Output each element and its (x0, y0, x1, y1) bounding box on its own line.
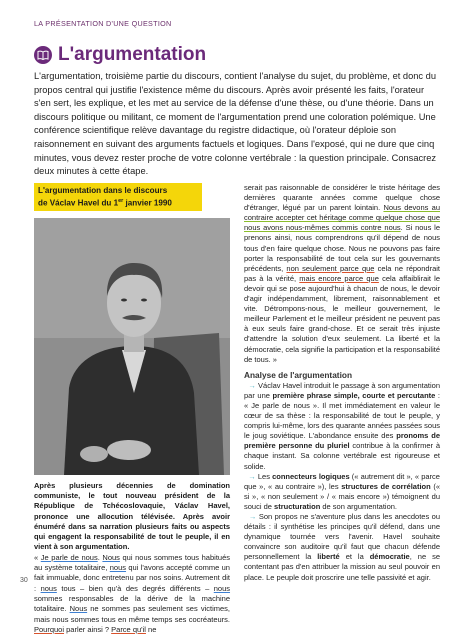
analysis-text: Les (257, 471, 273, 481)
speech-segment: qui l'avons accepté comme un fait immuable, donc entretenu par nos soins. Autrement dit : (34, 563, 230, 593)
analysis-point-1 (244, 381, 440, 472)
speech-underlined: Parce qu'il (111, 624, 146, 634)
analysis-bold: connecteurs logiques (272, 471, 350, 481)
analysis-point-2 (244, 472, 440, 512)
analysis-text: , ne se contentant pas d'en attribuer la mission au seul pouvoir en place. Le peuple doit proscrire une telle passivité et agir. (244, 552, 440, 582)
right-column (244, 183, 440, 583)
analysis-bold: liberté (317, 552, 340, 562)
book-icon (34, 46, 52, 64)
arrow-right-icon: → (248, 471, 256, 481)
speech-underlined: Pourquoi (34, 624, 65, 634)
title-row (34, 44, 206, 66)
speech-segment: parler ainsi ? (64, 624, 112, 634)
speech-segment: sommes responsables de la dérive de la machine totalitaire. (34, 593, 230, 614)
caption-line2b: janvier 1990 (123, 198, 172, 208)
analysis-text: et la (339, 552, 370, 562)
speech-segment: serait pas raisonnable de considérer le triste héritage des dernières quarante années comme quelque chose d'étranger, légué par un parent lointain. (244, 183, 440, 213)
arrow-right-icon: → (248, 512, 257, 521)
speech-underlined: Nous (102, 552, 120, 562)
speech-excerpt-continued (244, 183, 440, 365)
page-title: L'argumentation (58, 44, 207, 65)
speech-segment: cela affaiblirait le devoir qui se pose aujourd'hui à chacun de nous, le devoir d'agir indépendamment, librement, raisonnablement et vite. Détrompons-nous, le meilleur gouvernement, le meilleur Parlement et le meilleur président ne peuvent pas à eux seuls faire grand-chose. Et ce serait très injuste d'attendre la solution d'eux seulement. La liberté et la démocratie, cela signifie la participation et la responsabilité de tous. » (244, 273, 441, 364)
document-caption (34, 183, 202, 211)
analysis-text: : « Je parle de nous ». Il met immédiatement en valeur le cœur de sa thèse : la responsabilité de tout le peuple, y compris lui-même, lors des quarante années passées sous le joug soviétique. L'abondance ensuite des (244, 390, 440, 441)
page-number: 30 (20, 577, 28, 584)
analysis-text: Son propos ne s'aventure plus dans les anecdotes ou détails : il synthétise les principes qu'il défend, dans une dynamique tournée vers l'avenir. Havel souhaite convaincre son auditoire qu'il faut que chacun défende personnellement la (244, 512, 440, 562)
speech-segment: . (97, 552, 103, 562)
analysis-bold: première phrase simple, courte et percutante (272, 390, 436, 400)
intro-paragraph: L'argumentation, troisième partie du discours, contient l'analyse du sujet, du problème, et donc du propos central qui justifie l'existence même du discours. Après avoir présenté les faits, l'orateur s'en sert, les explique, et les met au service de la défense d'une thèse, ou d'une théorie. Dans un discours politique ou militant, ce moment de l'argumentation prend une coloration polémique. Une conférence scientifique relève davantage du registre didactique, où l'orateur déploie son raisonnement en suivant des arguments factuels et logiques. Dans l'exposé, qui ne dure que cinq minutes, vous devez rester proche de votre colonne vertébrale : la question principale. Consacrez deux minutes à cette étape. (34, 71, 437, 177)
caption-line2a: de Václav Havel du 1 (38, 198, 119, 208)
analysis-text: contribue à la confirmer à chaque instant. Sa colonne vertébrale est rigoureuse et solide. (244, 441, 441, 471)
caption-sup: er (118, 198, 124, 204)
speech-underlined: mais encore parce que (299, 273, 379, 283)
speech-segment: « (34, 552, 41, 562)
havel-photo (34, 218, 230, 475)
speech-segment: ne sommes pas seulement ses victimes, mais nous sommes tous en même temps ses cocréateurs. (34, 604, 230, 624)
analysis-text: de son argumentation. (320, 501, 398, 511)
speech-underlined: nous (213, 583, 231, 593)
speech-segment: cela ne répondrait pas à la vérité, (244, 263, 440, 283)
speech-underlined: nous (109, 563, 127, 573)
analysis-bold: structures de corrélation (341, 481, 431, 491)
analysis-bold: démocratie (369, 552, 410, 562)
speech-segment: tous – bien qu'à des degrés différents – (56, 583, 214, 593)
left-column (34, 183, 230, 635)
arrow-right-icon: → (248, 380, 256, 390)
speech-excerpt-start (34, 553, 230, 635)
speech-underlined: non seulement parce que (286, 263, 375, 273)
context-text: Après plusieurs décennies de domination communiste, le tout nouveau président de la République de Tchécoslovaquie, Václav Havel, prononce une allocution télévisée. Après avoir énuméré dans sa narration plusieurs faits ou aspects qui engagent la responsabilité de tout le peuple, il en vient à son argumentation. (34, 480, 230, 552)
speech-underlined: Je parle de nous (40, 552, 98, 562)
running-header: LA PRÉSENTATION D'UNE QUESTION (34, 19, 172, 28)
analysis-bold: structuration (274, 501, 321, 511)
analysis-point-3 (244, 512, 440, 583)
speech-segment: . Si nous le prenons ainsi, nous comprendrons qu'il dépend de nous tous d'en faire quelque chose. Nous ne pouvons pas faire porter la responsabilité de tout cela sur les gouvernants précédents, (244, 223, 440, 273)
speech-underlined: Nous (69, 604, 88, 614)
analysis-bold: pronoms de première personne du pluriel (244, 431, 441, 451)
speech-segment: qui nous sommes tous habitués au système totalitaire, (34, 552, 230, 573)
speech-underlined: nous (40, 583, 57, 593)
analysis-text: (« autrement dit », « parce que », « au contraire »), les (244, 471, 440, 491)
analysis-text: Václav Havel introduit le passage à son argumentation par une (244, 380, 440, 400)
speech-segment: ne (145, 624, 157, 634)
caption-line1: L'argumentation dans le discours (38, 186, 168, 195)
analysis-text: (« si », « non seulement » / « mais encore ») témoignent du souci de (244, 481, 441, 511)
speech-underlined: Nous devons au contraire accepter cet héritage comme quelque chose que nous avons nous-mêmes commis contre nous (244, 203, 440, 233)
analysis-heading: Analyse de l'argumentation (244, 369, 353, 380)
